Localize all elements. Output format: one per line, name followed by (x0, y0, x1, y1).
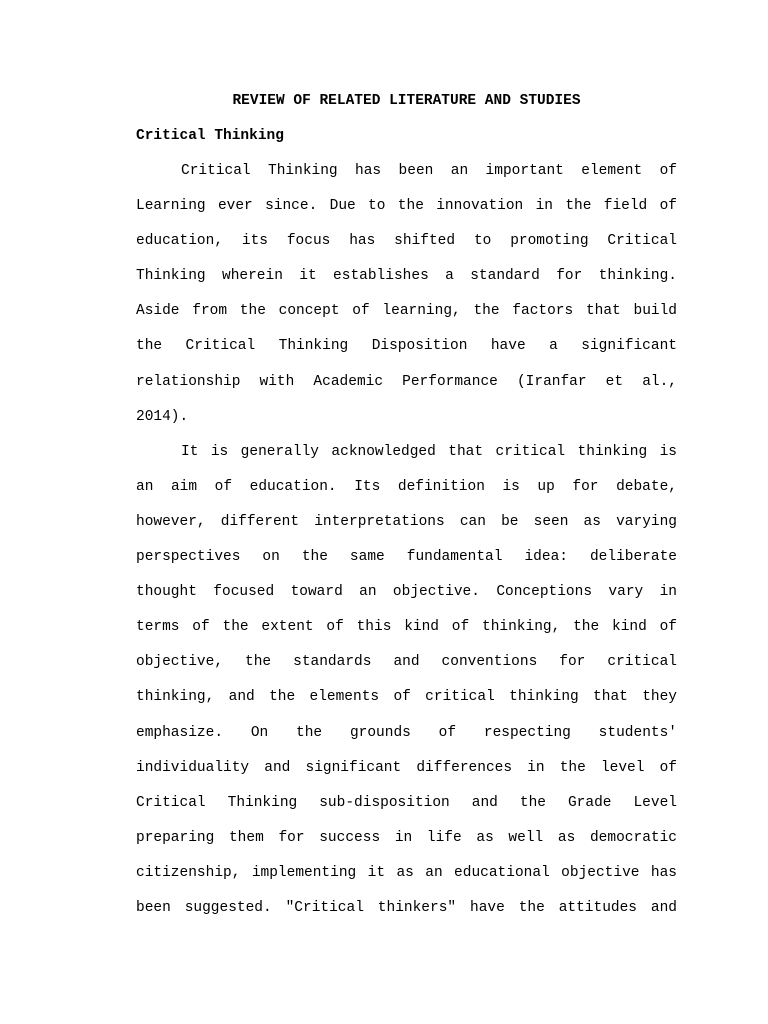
text-line: education, its focus has shifted to promoting Critical (136, 233, 677, 250)
text-line: however, different interpretations can be seen as varying (136, 513, 677, 530)
text-line: Critical Thinking has been an important element of (181, 163, 677, 179)
text-line: been suggested. "Critical thinkers" have the attitudes and (136, 899, 677, 916)
text-line: 2014). (136, 408, 189, 425)
text-line: objective, the standards and conventions for critical (136, 654, 677, 671)
document-title: REVIEW OF RELATED LITERATURE AND STUDIES (232, 93, 581, 109)
text-line: relationship with Academic Performance (Iranfar et al., (136, 373, 677, 390)
text-line: Aside from the concept of learning, the factors that build (136, 303, 677, 320)
text-line: Learning ever since. Due to the innovation in the field of (136, 198, 677, 215)
text-line: It is generally acknowledged that critical thinking is (181, 443, 677, 460)
text-line: terms of the extent of this kind of thinking, the kind of (136, 619, 677, 636)
body-text (136, 154, 677, 926)
text-line: Thinking wherein it establishes a standard for thinking. (136, 268, 677, 285)
text-line: an aim of education. Its definition is up for debate, (136, 478, 677, 495)
text-line: emphasize. On the grounds of respecting students' (136, 724, 677, 741)
section-heading: Critical Thinking (136, 128, 284, 144)
text-line: the Critical Thinking Disposition have a significant (136, 338, 677, 355)
text-line: preparing them for success in life as well as democratic (136, 829, 677, 846)
text-line: thinking, and the elements of critical thinking that they (136, 689, 677, 706)
paragraph-1 (136, 154, 677, 435)
text-line: citizenship, implementing it as an educational objective has (136, 864, 677, 881)
text-line: individuality and significant differences in the level of (136, 759, 677, 776)
paragraph-2 (136, 435, 677, 926)
text-line: thought focused toward an objective. Conceptions vary in (136, 584, 677, 601)
text-line: Critical Thinking sub-disposition and the Grade Level (136, 794, 677, 811)
text-line: perspectives on the same fundamental idea: deliberate (136, 549, 677, 566)
